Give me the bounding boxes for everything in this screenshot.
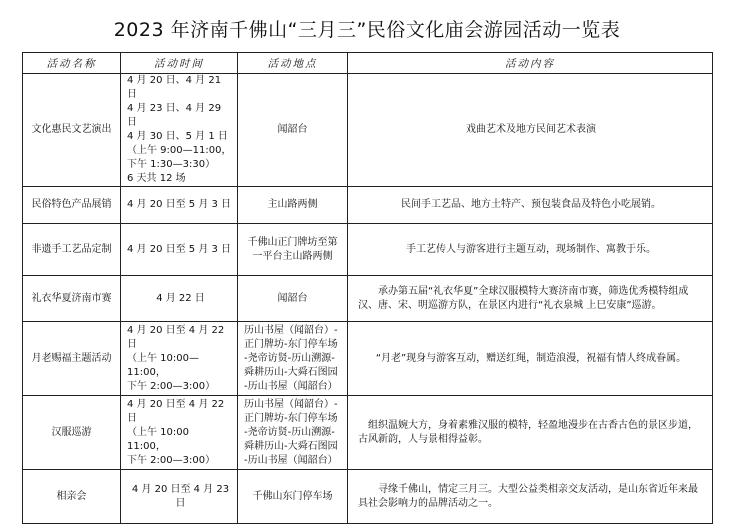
- activity-location-cell: [238, 276, 348, 322]
- time-line: 4 月 20 日至 4 月 22 日: [127, 324, 225, 350]
- activity-content-cell: [348, 74, 713, 187]
- time-line: 4 月 20 日、4 月 21 日: [127, 75, 222, 100]
- table-header-row: [23, 53, 713, 74]
- location-line: 千佛山东门停车场: [252, 490, 333, 502]
- location-line: 舜耕历山-大舜石图园: [244, 366, 338, 378]
- time-line: （上午 10:00—11:00，: [127, 352, 199, 378]
- activity-content-cell: [348, 276, 713, 322]
- location-line: 正门牌坊-东门停车场: [244, 338, 338, 350]
- time-line: 6 天共 12 场: [127, 173, 186, 184]
- activity-location-cell: [238, 322, 348, 396]
- time-line: 4 月 20 日至 4 月 23 日: [131, 483, 230, 509]
- activity-name-cell: 相亲会: [23, 470, 121, 524]
- table-row: [23, 322, 713, 396]
- activity-location-cell: [238, 396, 348, 470]
- activity-content-cell: [348, 470, 713, 524]
- table-row: [23, 224, 713, 276]
- location-line: 舜耕历山-大舜石图园: [244, 440, 338, 452]
- activity-time-cell: [121, 396, 238, 470]
- time-line: （上午 9:00—11:00，: [127, 145, 232, 156]
- document-page: [22, 8, 712, 524]
- time-line: 4 月 20 日至 5 月 3 日: [127, 199, 232, 210]
- location-line: 主山路两侧: [267, 199, 318, 210]
- location-line: 历山书屋（闻韶台）-: [244, 398, 338, 410]
- location-line: 千佛山正门牌坊至第: [247, 236, 338, 248]
- header-activity-content: 活动内容: [348, 53, 713, 74]
- time-line: 4 月 22 日: [156, 292, 205, 304]
- activity-name-cell: 礼衣华夏济南市赛: [23, 276, 121, 322]
- content-text: 民间手工艺品、地方土特产、预包装食品及特色小吃展销。: [401, 199, 661, 210]
- activity-location-cell: [238, 224, 348, 276]
- location-line: 正门牌坊-东门停车场: [244, 412, 338, 424]
- location-line: -历山书屋（闻韶台）: [244, 454, 338, 466]
- content-text: “月老”现身与游客互动，赠送红绳，制造浪漫，祝福有情人终成眷属。: [375, 352, 687, 364]
- table-row: [23, 187, 713, 224]
- activity-content-cell: [348, 322, 713, 396]
- content-text: 手工艺传人与游客进行主题互动，现场制作、寓教于乐。: [406, 243, 656, 255]
- time-line: （上午 10:00 11:00，: [127, 426, 199, 452]
- location-line: -历山书屋（闻韶台）: [244, 380, 338, 392]
- activity-name-cell: 非遗手工艺品定制: [23, 224, 121, 276]
- activity-time-cell: [121, 224, 238, 276]
- activity-location-cell: [238, 470, 348, 524]
- activity-location-cell: [238, 187, 348, 224]
- activity-time-cell: [121, 276, 238, 322]
- activity-time-cell: [121, 187, 238, 224]
- activity-name-cell: 月老赐福主题活动: [23, 322, 121, 396]
- time-line: 4 月 20 日至 4 月 22 日: [127, 398, 225, 424]
- header-activity-location: 活动地点: [238, 53, 348, 74]
- table-row: [23, 276, 713, 322]
- time-line: 4 月 23 日、4 月 29 日: [127, 103, 222, 128]
- header-activity-name: 活动名称: [23, 53, 121, 74]
- table-row: [23, 396, 713, 470]
- activity-name-cell: 民俗特色产品展销: [23, 187, 121, 224]
- table-row: [23, 470, 713, 524]
- time-line: 下午 2:00—3:00）: [127, 380, 216, 392]
- time-line: 4 月 30 日、5 月 1 日: [127, 131, 228, 142]
- location-line: 历山书屋（闻韶台）-: [244, 324, 338, 336]
- content-text: 承办第五届“礼衣华夏”全球汉服模特大赛济南市赛，筛选优秀模特组成汉、唐、宋、明巡游方队，在景区内进行“礼衣泉城 上巳安康”巡游。: [358, 285, 689, 311]
- activity-location-cell: [238, 74, 348, 187]
- activity-content-cell: [348, 187, 713, 224]
- time-line: 下午 2:00—3:00）: [127, 454, 216, 466]
- content-text: 寻缘千佛山，情定三月三。大型公益类相亲交友活动，是山东省近年来最具社会影响力的品牌活动之一。: [358, 483, 698, 509]
- activity-content-cell: [348, 224, 713, 276]
- activity-content-cell: [348, 396, 713, 470]
- activity-time-cell: [121, 322, 238, 396]
- location-line: -尧帝访贤-历山溯源-: [244, 426, 335, 438]
- content-text: 组织温婉大方，身着素雅汉服的模特，轻盈地漫步在古香古色的景区步道，古风新韵，人与景相得益彰。: [358, 419, 698, 445]
- activity-table: [22, 52, 713, 524]
- time-line: 4 月 20 日至 5 月 3 日: [127, 243, 232, 255]
- location-line: -尧帝访贤-历山溯源-: [244, 352, 335, 364]
- document-title: 2023 年济南千佛山“三月三”民俗文化庙会游园活动一览表: [113, 19, 621, 41]
- time-line: 下午 1:30—3:30）: [127, 159, 216, 170]
- activity-name-cell: 文化惠民文艺演出: [23, 74, 121, 187]
- location-line: 一平台主山路两侧: [252, 250, 333, 262]
- location-line: 闻韶台: [277, 124, 308, 135]
- activity-time-cell: [121, 74, 238, 187]
- activity-time-cell: [121, 470, 238, 524]
- content-text: 戏曲艺术及地方民间艺术表演: [466, 124, 596, 135]
- location-line: 闻韶台: [277, 292, 308, 304]
- table-row: [23, 74, 713, 187]
- activity-name-cell: 汉服巡游: [23, 396, 121, 470]
- header-activity-time: 活动时间: [121, 53, 238, 74]
